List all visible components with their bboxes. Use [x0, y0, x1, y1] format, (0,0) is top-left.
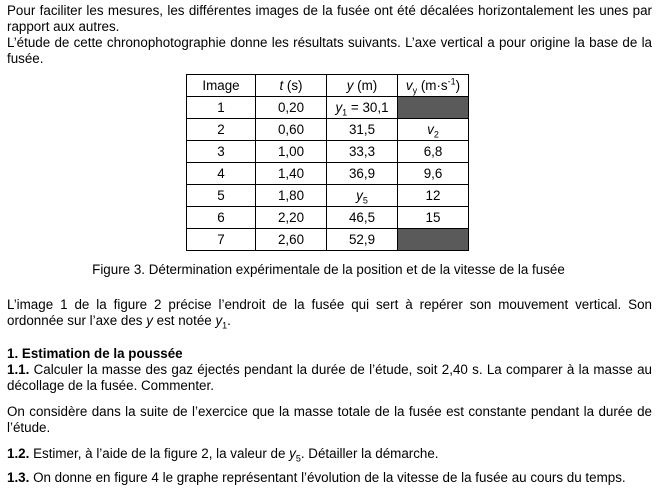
question-number: 1.3.: [7, 470, 30, 485]
cell-image: 7: [187, 229, 256, 251]
table-row: [187, 97, 469, 119]
cell-vy: $v_2$: [398, 119, 469, 141]
intro-line-2: L’étude de cette chronophotographie donne les résultats suivants. L’axe vertical a pour origine la base de la fusée.: [7, 35, 652, 66]
cell-t: 0,60: [256, 119, 327, 141]
table-header-row: [187, 75, 469, 97]
cell-y: $y_5$: [327, 185, 398, 207]
question-1-1: 1.1. Calculer la masse des gaz éjectés pendant la durée de l’étude, soit 2,40 s. La comparer à la masse au décollage de la fusée. Commenter.: [7, 362, 652, 393]
cell-y: 52,9: [327, 229, 398, 251]
cell-t: 1,00: [256, 141, 327, 163]
cell-image: 2: [187, 119, 256, 141]
cell-vy: 15: [398, 207, 469, 229]
cell-image: 3: [187, 141, 256, 163]
cell-t: 2,20: [256, 207, 327, 229]
section-heading: 1. Estimation de la poussée: [7, 346, 183, 361]
header-image: Image: [187, 75, 256, 97]
cell-y: 31,5: [327, 119, 398, 141]
table-row: [187, 207, 469, 229]
cell-t: 2,60: [256, 229, 327, 251]
question-1-3: 1.3. On donne en figure 4 le graphe représentant l’évolution de la vitesse de la fusée au cours du temps.: [7, 470, 626, 485]
question-1-2: 1.2. Estimer, à l’aide de la figure 2, la valeur de $y_5$. Détailler la démarche.: [7, 446, 439, 464]
cell-image: 4: [187, 163, 256, 185]
table-row: [187, 141, 469, 163]
cell-t: 0,20: [256, 97, 327, 119]
table-row: [187, 229, 469, 251]
table-row: [187, 185, 469, 207]
cell-t: 1,40: [256, 163, 327, 185]
cell-y: 33,3: [327, 141, 398, 163]
figure-caption: Figure 3. Détermination expérimentale de la position et de la vitesse de la fusée: [92, 262, 565, 277]
table-row: [187, 119, 469, 141]
cell-image: 1: [187, 97, 256, 119]
cell-y: $y_1 = 30,1$: [327, 97, 398, 119]
header-vy: $v_y$ $(m\cdot s^{-1})$: [398, 75, 469, 97]
intro-paragraph: [7, 3, 652, 67]
results-table: [186, 74, 469, 251]
cell-image: 5: [187, 185, 256, 207]
intro-line-1: Pour faciliter les mesures, les différentes images de la fusée ont été décalées horizontalement les unes par rapport aux autres.: [7, 3, 652, 34]
question-number: 1.2.: [7, 446, 30, 461]
assumption-paragraph: On considère dans la suite de l’exercice que la masse totale de la fusée est constante pendant la durée de l’étude.: [7, 404, 652, 435]
question-number: 1.1.: [7, 362, 30, 377]
cell-image: 6: [187, 207, 256, 229]
cell-vy-shaded: [398, 229, 469, 251]
header-t: t (s): [256, 75, 327, 97]
cell-y: 36,9: [327, 163, 398, 185]
cell-vy: 9,6: [398, 163, 469, 185]
cell-vy: 6,8: [398, 141, 469, 163]
cell-vy: 12: [398, 185, 469, 207]
header-y: y (m): [327, 75, 398, 97]
cell-vy-shaded: [398, 97, 469, 119]
table-row: [187, 163, 469, 185]
cell-t: 1,80: [256, 185, 327, 207]
image1-paragraph: L’image 1 de la figure 2 précise l’endroit de la fusée qui sert à repérer son mouvement vertical. Son ordonnée sur l’axe des y est notée $y_1$.: [7, 297, 652, 331]
cell-y: 46,5: [327, 207, 398, 229]
